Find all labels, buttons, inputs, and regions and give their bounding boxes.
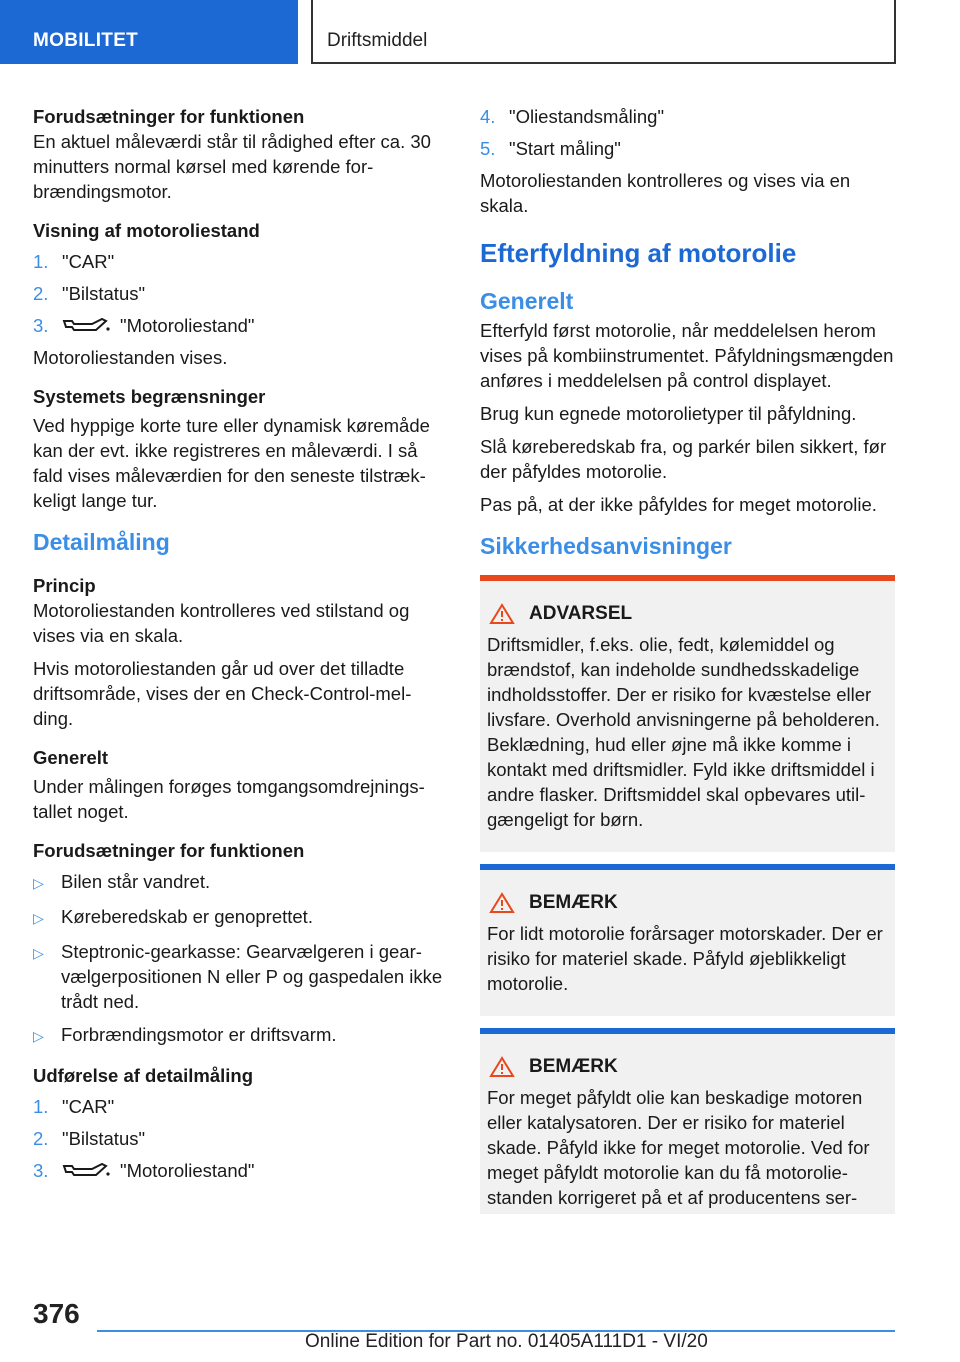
note-text: For lidt motorolie forårsager motorskader. Der er risiko for materiel skade. Påfyld øjeblikkeligt motorolie. [487,923,883,994]
list-item: ▷ Køreberedskab er genoprettet. [33,904,443,931]
general-text-4: Pas på, at der ikke påfyldes for meget motorolie. [480,494,877,515]
requirements-text: En aktuel måleværdi står til rådighed efter ca. 30 minutters normal kørsel med kørende forbrændingsmotor. [33,131,431,202]
triangle-bullet-icon: ▷ [33,910,44,926]
triangle-bullet-icon: ▷ [33,1028,44,1044]
note-title: BEMÆRK [529,1056,618,1077]
step-number: 4. [480,106,496,127]
list-item: ▷ Forbrændingsmotor er driftsvarm. [33,1022,443,1049]
warning-triangle-icon [489,603,515,625]
list-item: 1. "CAR" [33,251,115,272]
list-item: 2. "Bilstatus" [33,283,146,304]
note-box [480,864,895,1016]
requirements-title: Forudsætninger for funktionen [33,106,305,127]
list-item: 1. "CAR" [33,1096,115,1117]
safety-heading: Sikkerhedsanvisninger [480,533,732,559]
list-item: 2. "Bilstatus" [33,1128,146,1149]
general-text: Under målingen forøges tomgangsomdrejningstallet noget. [33,776,425,822]
step-number: 3. [33,315,49,336]
section-label: Driftsmiddel [327,30,428,51]
list-item: 4. "Oliestandsmåling" [480,106,665,127]
notice-triangle-icon [489,1056,515,1078]
principle-text-2: Hvis motoroliestanden går ud over det tilladte driftsområde, vises der en Check-Control-melding. [33,658,412,729]
triangle-bullet-icon: ▷ [33,945,44,961]
list-item: 5. "Start måling" [480,138,621,159]
section-header [311,0,896,64]
page-number: 376 [33,1298,80,1329]
general-heading: Generelt [480,288,574,314]
notice-triangle-icon [489,892,515,914]
edition-text: Online Edition for Part no. 01405A111D1 - VI/20 [305,1331,708,1352]
exec-result: Motoroliestanden kontrolleres og vises via en skala. [480,170,851,216]
step-number: 1. [33,1096,49,1117]
general-text-3: Slå køreberedskab fra, og parkér bilen sikkert, før der påfyldes motorolie. [480,436,887,482]
oil-can-icon [62,315,110,335]
general-title: Generelt [33,747,109,768]
warning-text: Driftsmidler, f.eks. olie, fedt, kølemiddel og brændstof, kan indeholde sundhedsskadelige indholdsstoffer. Der er risiko for kvæstelse eller livsfare. Overhold anvisningerne på beholderen. Beklædning, hud eller øjne må ikke komme i kontakt med driftsmidler. Fyld ikke driftsmiddel i andre flasker. Driftsmiddel skal opbevares utilgængeligt for børn. [487,634,880,830]
note-title: BEMÆRK [529,892,618,913]
note-text: For meget påfyldt olie kan beskadige motoren eller katalysatoren. Der er risiko for materiel skade. Påfyld ikke for meget motorolie. Ved for meget påfyldt motorolie kan du få motoroliestanden korrigeret på et af producentens ser- [487,1087,870,1208]
general-text-2: Brug kun egnede motorolietyper til påfyldning. [480,403,857,424]
step-number: 2. [33,1128,49,1149]
limits-title: Systemets begrænsninger [33,386,266,407]
general-text-1: Efterfyld først motorolie, når meddelelsen herom vises på kombiinstrumentet. Påfyldningsmængden anføres i meddelelsen på control displayet. [480,320,894,391]
limits-text: Ved hyppige korte ture eller dynamisk køremåde kan der evt. ikke registreres en måleværdi. I så fald vises måleværdien for den seneste tilstrækkeligt lange tur. [33,415,430,511]
list-item: ▷ Steptronic-gearkasse: Gearvælgeren i gearvælgerpositionen N eller P og gaspedalen ikke trådt ned. [33,941,443,1012]
left-column [33,104,443,1190]
principle-text-1: Motoroliestanden kontrolleres ved stilstand og vises via en skala. [33,600,410,646]
list-item: 3. "Motoroliestand" [33,315,255,336]
principle-title: Princip [33,575,96,596]
exec-title: Udførelse af detailmåling [33,1065,253,1086]
requirements2-title: Forudsætninger for funktionen [33,840,305,861]
triangle-bullet-icon: ▷ [33,875,44,891]
step-number: 1. [33,251,49,272]
refill-heading: Efterfyldning af motorolie [480,238,797,268]
chapter-tab [0,0,298,64]
list-item: 3. "Motoroliestand" [33,1160,255,1181]
right-column [480,104,895,1226]
note-box [480,1028,895,1214]
list-item: ▷ Bilen står vandret. [33,869,443,896]
warning-box [480,575,895,852]
oil-can-icon [62,1160,110,1180]
display-result: Motoroliestanden vises. [33,347,228,368]
chapter-label: MOBILITET [33,30,139,51]
step-number: 5. [480,138,496,159]
detail-heading: Detailmåling [33,529,170,555]
warning-title: ADVARSEL [529,603,633,624]
step-number: 3. [33,1160,49,1181]
display-title: Visning af motoroliestand [33,220,260,241]
step-number: 2. [33,283,49,304]
